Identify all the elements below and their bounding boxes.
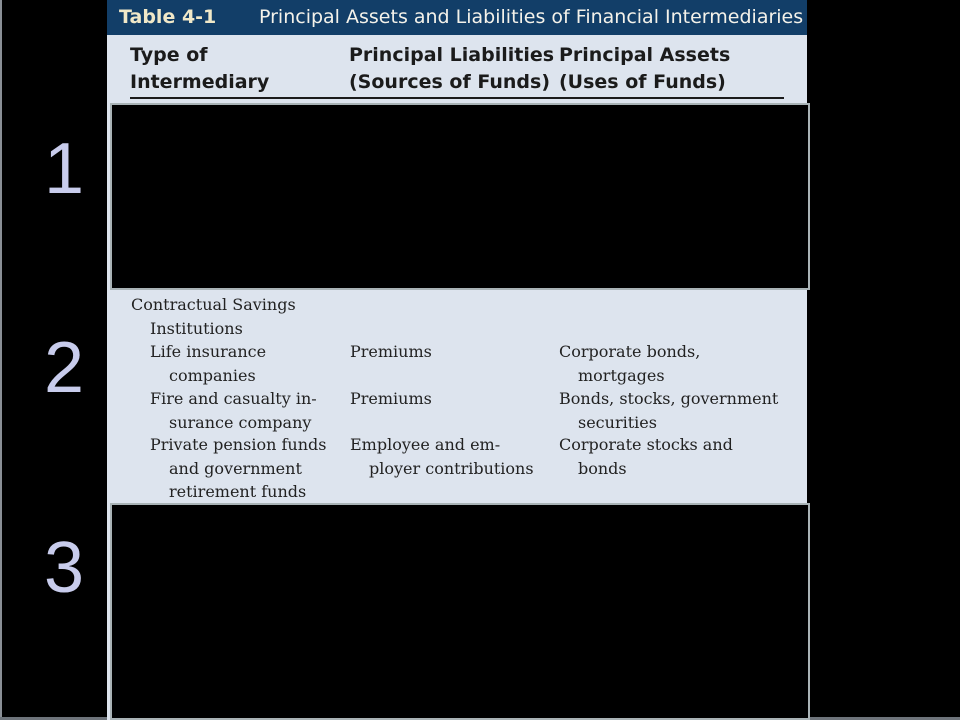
table-cell: securities: [578, 412, 657, 432]
section-title-line-1: Contractual Savings: [131, 295, 296, 314]
table-row-2-liabilities: [350, 387, 432, 411]
header-assets-line-1: Principal Assets: [559, 44, 731, 66]
header-type-line-1: Type of: [130, 44, 208, 66]
table-cell: Premiums: [350, 342, 432, 361]
table-cell: Premiums: [350, 389, 432, 408]
table-cell: Employee and em-: [350, 435, 501, 454]
header-liabilities-line-1: Principal Liabilities: [349, 44, 555, 66]
slide-number-1: 1: [43, 129, 85, 209]
table-cell: Life insurance: [150, 342, 267, 361]
section-title-line-2: Institutions: [150, 318, 243, 338]
slide-frame-left: [0, 0, 2, 720]
header-rule: [130, 97, 784, 99]
table-cell: ployer contributions: [369, 458, 534, 478]
table-title: Principal Assets and Liabilities of Financial Intermediaries: [259, 6, 804, 28]
table-row-2-assets: [559, 387, 778, 434]
table-cell: mortgages: [578, 365, 665, 385]
table-cell: bonds: [578, 458, 627, 478]
header-type-of-intermediary: [130, 42, 269, 96]
header-principal-liabilities: [349, 42, 554, 96]
table-row-1-assets: [559, 340, 700, 387]
table-cell: Corporate stocks and: [559, 435, 733, 454]
table-row-1-liabilities: [350, 340, 432, 364]
table-row-3-liabilities: [350, 433, 534, 480]
table-cell: retirement funds: [169, 482, 307, 501]
table-cell: companies: [169, 365, 256, 385]
slide-number-3: 3: [43, 528, 85, 608]
header-principal-assets: [559, 42, 730, 96]
cover-box-3: [110, 503, 810, 720]
table-cell: surance company: [169, 412, 312, 432]
cover-box-1: [110, 103, 810, 290]
table-row-2-type: [150, 387, 317, 434]
header-assets-line-2: (Uses of Funds): [559, 71, 726, 93]
table-number: Table 4-1: [119, 6, 217, 28]
table-title-bar: [107, 0, 807, 35]
table-cell: Fire and casualty in-: [150, 389, 317, 408]
table-row-1-type: [150, 340, 266, 387]
table-cell: Private pension funds: [150, 435, 327, 454]
table-cell: and government: [169, 458, 302, 478]
table-cell: Corporate bonds,: [559, 342, 701, 361]
table-row-3-assets: [559, 433, 733, 480]
header-liabilities-line-2: (Sources of Funds): [349, 71, 551, 93]
header-type-line-2: Intermediary: [130, 71, 270, 93]
section-title-contractual-savings: [131, 293, 296, 340]
table-row-3-type: [150, 433, 326, 504]
slide-number-2: 2: [43, 328, 85, 408]
table-cell: Bonds, stocks, government: [559, 389, 779, 408]
